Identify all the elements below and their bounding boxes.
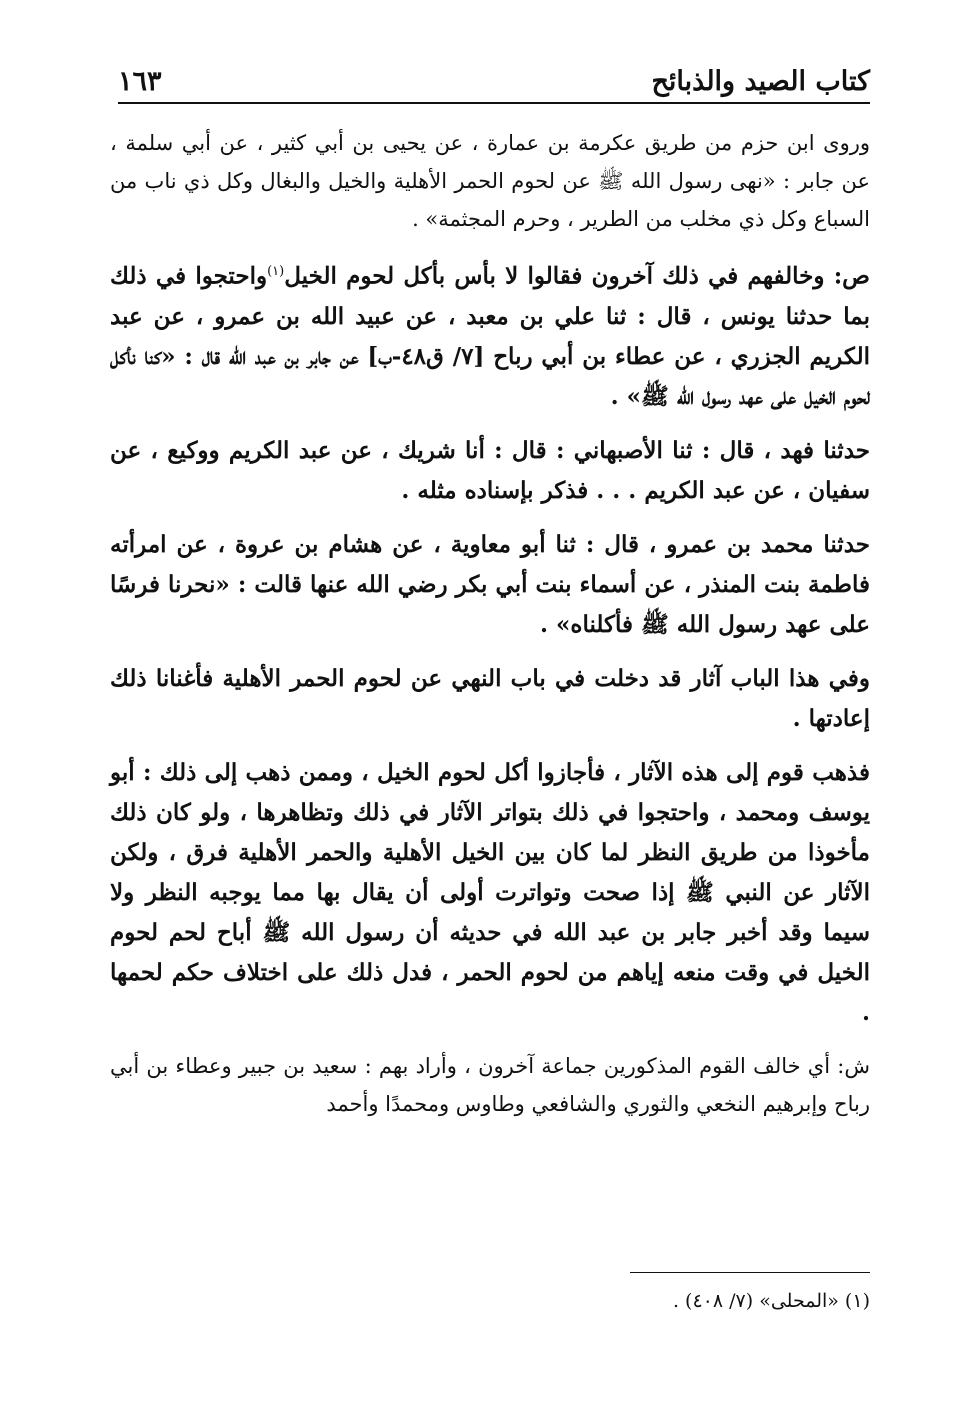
paragraph-sad <box>110 252 870 417</box>
paragraph-sad-text: ص: وخالفهم في ذلك آخرون فقالوا لا بأس بأكل لحوم الخيل <box>284 262 870 290</box>
running-header <box>118 62 870 104</box>
paragraph-fahd: حدثنا فهد ، قال : ثنا الأصبهاني : قال : أنا شريك ، عن عبد الكريم ووكيع ، عن سفيان ، عن عبد الكريم . . . فذكر بإسناده مثله . <box>110 436 870 504</box>
footnote-marker: (١) <box>267 264 285 279</box>
paragraph-ibn-hazm: وروى ابن حزم من طريق عكرمة بن عمارة ، عن يحيى بن أبي كثير ، عن أبي سلمة ، عن جابر : «نهى رسول الله ﷺ عن لحوم الحمر الأهلية والخيل والبغال وكل ذي ناب من السباع وكل ذي مخلب من الطرير ، وحرم المجثمة» . <box>110 131 870 231</box>
paragraph-shin: ش: أي خالف القوم المذكورين جماعة آخرون ، وأراد بهم : سعيد بن جبير وعطاء بن أبي رباح وإبرهيم النخعي والثوري والشافعي وطاوس ومحمدًا وأحمد <box>110 1053 870 1116</box>
book-title: كتاب الصيد والذبائح <box>651 66 870 97</box>
main-text <box>110 124 870 1123</box>
paragraph-athar: وفي هذا الباب آثار قد دخلت في باب النهي عن لحوم الحمر الأهلية فأغنانا ذلك إعادتها . <box>110 664 870 732</box>
paragraph-sad-cont: واحتجوا في ذلك بما حدثنا يونس ، قال : ثنا علي بن معبد ، عن عبيد الله بن عمرو ، عن عبد الكريم الجزري ، عن عطاء بن أبي رباح [٧/ ق٤٨-ب] عن جابر بن عبد الله قال : «كنا نأكل لحوم الخيل على عهد رسول الله ﷺ» . <box>110 262 870 410</box>
page-number: ١٦٣ <box>118 66 162 97</box>
footnote-separator <box>630 1272 870 1273</box>
paragraph-muhammad-bin-amr: حدثنا محمد بن عمرو ، قال : ثنا أبو معاوية ، عن هشام بن عروة ، عن امرأته فاطمة بنت المنذر ، عن أسماء بنت أبي بكر رضي الله عنها قالت : «نحرنا فرسًا على عهد رسول الله ﷺ فأكلناه» . <box>110 530 870 638</box>
paragraph-madhab: فذهب قوم إلى هذه الآثار ، فأجازوا أكل لحوم الخيل ، وممن ذهب إلى ذلك : أبو يوسف ومحمد ، واحتجوا في ذلك بتواتر الآثار في ذلك وتظاهرها ، ولو كان ذلك مأخوذا من طريق النظر لما كان بين الخيل الأهلية والحمر الأهلية فرق ، ولكن الآثار عن النبي ﷺ إذا صحت وتواترت أولى أن يقال بها مما يوجبه النظر ولا سيما وقد أخبر جابر بن عبد الله في حديثه أن رسول الله ﷺ أباح لحم لحوم الخيل في وقت منعه إياهم من لحوم الحمر ، فدل ذلك على اختلاف حكم لحمها . <box>110 758 870 1026</box>
footnote: (١) «المحلى» (٧/ ٤٠٨) . <box>672 1290 870 1312</box>
